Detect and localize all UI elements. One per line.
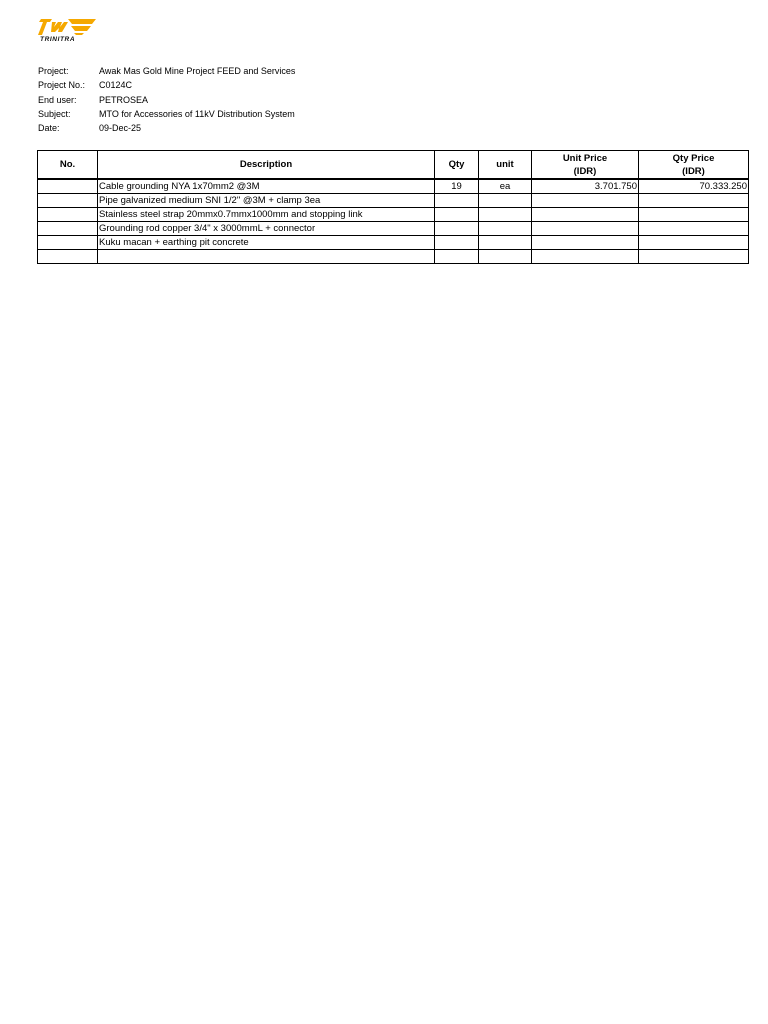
cell-unit <box>479 222 532 236</box>
cell-description: Cable grounding NYA 1x70mm2 @3M <box>98 179 435 194</box>
info-value: MTO for Accessories of 11kV Distribution System <box>99 108 295 119</box>
company-logo <box>38 18 100 46</box>
header-unit-price-line2: (IDR) <box>573 165 597 177</box>
logo-text: TRINITRA <box>40 36 76 43</box>
header-unit-price <box>532 151 639 180</box>
cell-no <box>38 194 98 208</box>
cell-description <box>98 250 435 264</box>
info-label: End user: <box>38 94 77 105</box>
cell-qty-price <box>639 194 749 208</box>
header-qty-price <box>639 151 749 180</box>
cell-qty-price <box>639 250 749 264</box>
cell-description: Stainless steel strap 20mmx0.7mmx1000mm and stopping link <box>98 208 435 222</box>
cell-unit-price <box>532 250 639 264</box>
info-row-subject <box>38 107 295 121</box>
cell-no <box>38 236 98 250</box>
cell-unit-price <box>532 208 639 222</box>
cell-no <box>38 208 98 222</box>
cell-description: Kuku macan + earthing pit concrete <box>98 236 435 250</box>
cell-no <box>38 222 98 236</box>
cell-unit <box>479 236 532 250</box>
cell-description: Pipe galvanized medium SNI 1/2" @3M + clamp 3ea <box>98 194 435 208</box>
header-qty-price-line2: (IDR) <box>682 165 705 177</box>
cell-unit <box>479 194 532 208</box>
header-no: No. <box>38 151 98 180</box>
cell-qty: 19 <box>435 179 479 194</box>
table-header-row <box>38 151 749 180</box>
info-value: 09-Dec-25 <box>99 123 142 134</box>
cell-no <box>38 250 98 264</box>
header-qty: Qty <box>435 151 479 180</box>
cell-unit <box>479 250 532 264</box>
info-label: Date: <box>38 123 60 134</box>
mto-table <box>37 150 749 264</box>
info-label: Subject: <box>38 108 71 119</box>
info-row-date <box>38 121 295 135</box>
info-row-project-no <box>38 78 295 92</box>
info-row-project <box>38 64 295 78</box>
cell-unit <box>479 208 532 222</box>
cell-qty <box>435 208 479 222</box>
cell-unit: ea <box>479 179 532 194</box>
logo-mark-icon <box>38 18 98 36</box>
header-unit-price-line1: Unit Price <box>562 152 608 164</box>
cell-qty-price <box>639 208 749 222</box>
cell-qty-price: 70.333.250 <box>639 179 749 194</box>
table-row <box>38 179 749 194</box>
info-value: Awak Mas Gold Mine Project FEED and Services <box>99 66 296 76</box>
table-row <box>38 236 749 250</box>
table-row <box>38 222 749 236</box>
info-value: PETROSEA <box>99 94 149 105</box>
project-info <box>38 64 295 135</box>
cell-qty <box>435 222 479 236</box>
cell-unit-price: 3.701.750 <box>532 179 639 194</box>
info-label: Project: <box>38 66 69 76</box>
cell-qty-price <box>639 222 749 236</box>
header-unit: unit <box>479 151 532 180</box>
cell-unit-price <box>532 222 639 236</box>
header-qty-price-line1: Qty Price <box>672 152 715 164</box>
cell-no <box>38 179 98 194</box>
info-row-end-user <box>38 93 295 107</box>
table-row <box>38 250 749 264</box>
cell-qty-price <box>639 236 749 250</box>
cell-qty <box>435 250 479 264</box>
cell-qty <box>435 194 479 208</box>
cell-qty <box>435 236 479 250</box>
cell-description: Grounding rod copper 3/4" x 3000mmL + connector <box>98 222 435 236</box>
info-label: Project No.: <box>38 80 86 91</box>
cell-unit-price <box>532 194 639 208</box>
header-description: Description <box>98 151 435 180</box>
cell-unit-price <box>532 236 639 250</box>
table-row <box>38 194 749 208</box>
table-row <box>38 208 749 222</box>
info-value: C0124C <box>99 80 133 91</box>
